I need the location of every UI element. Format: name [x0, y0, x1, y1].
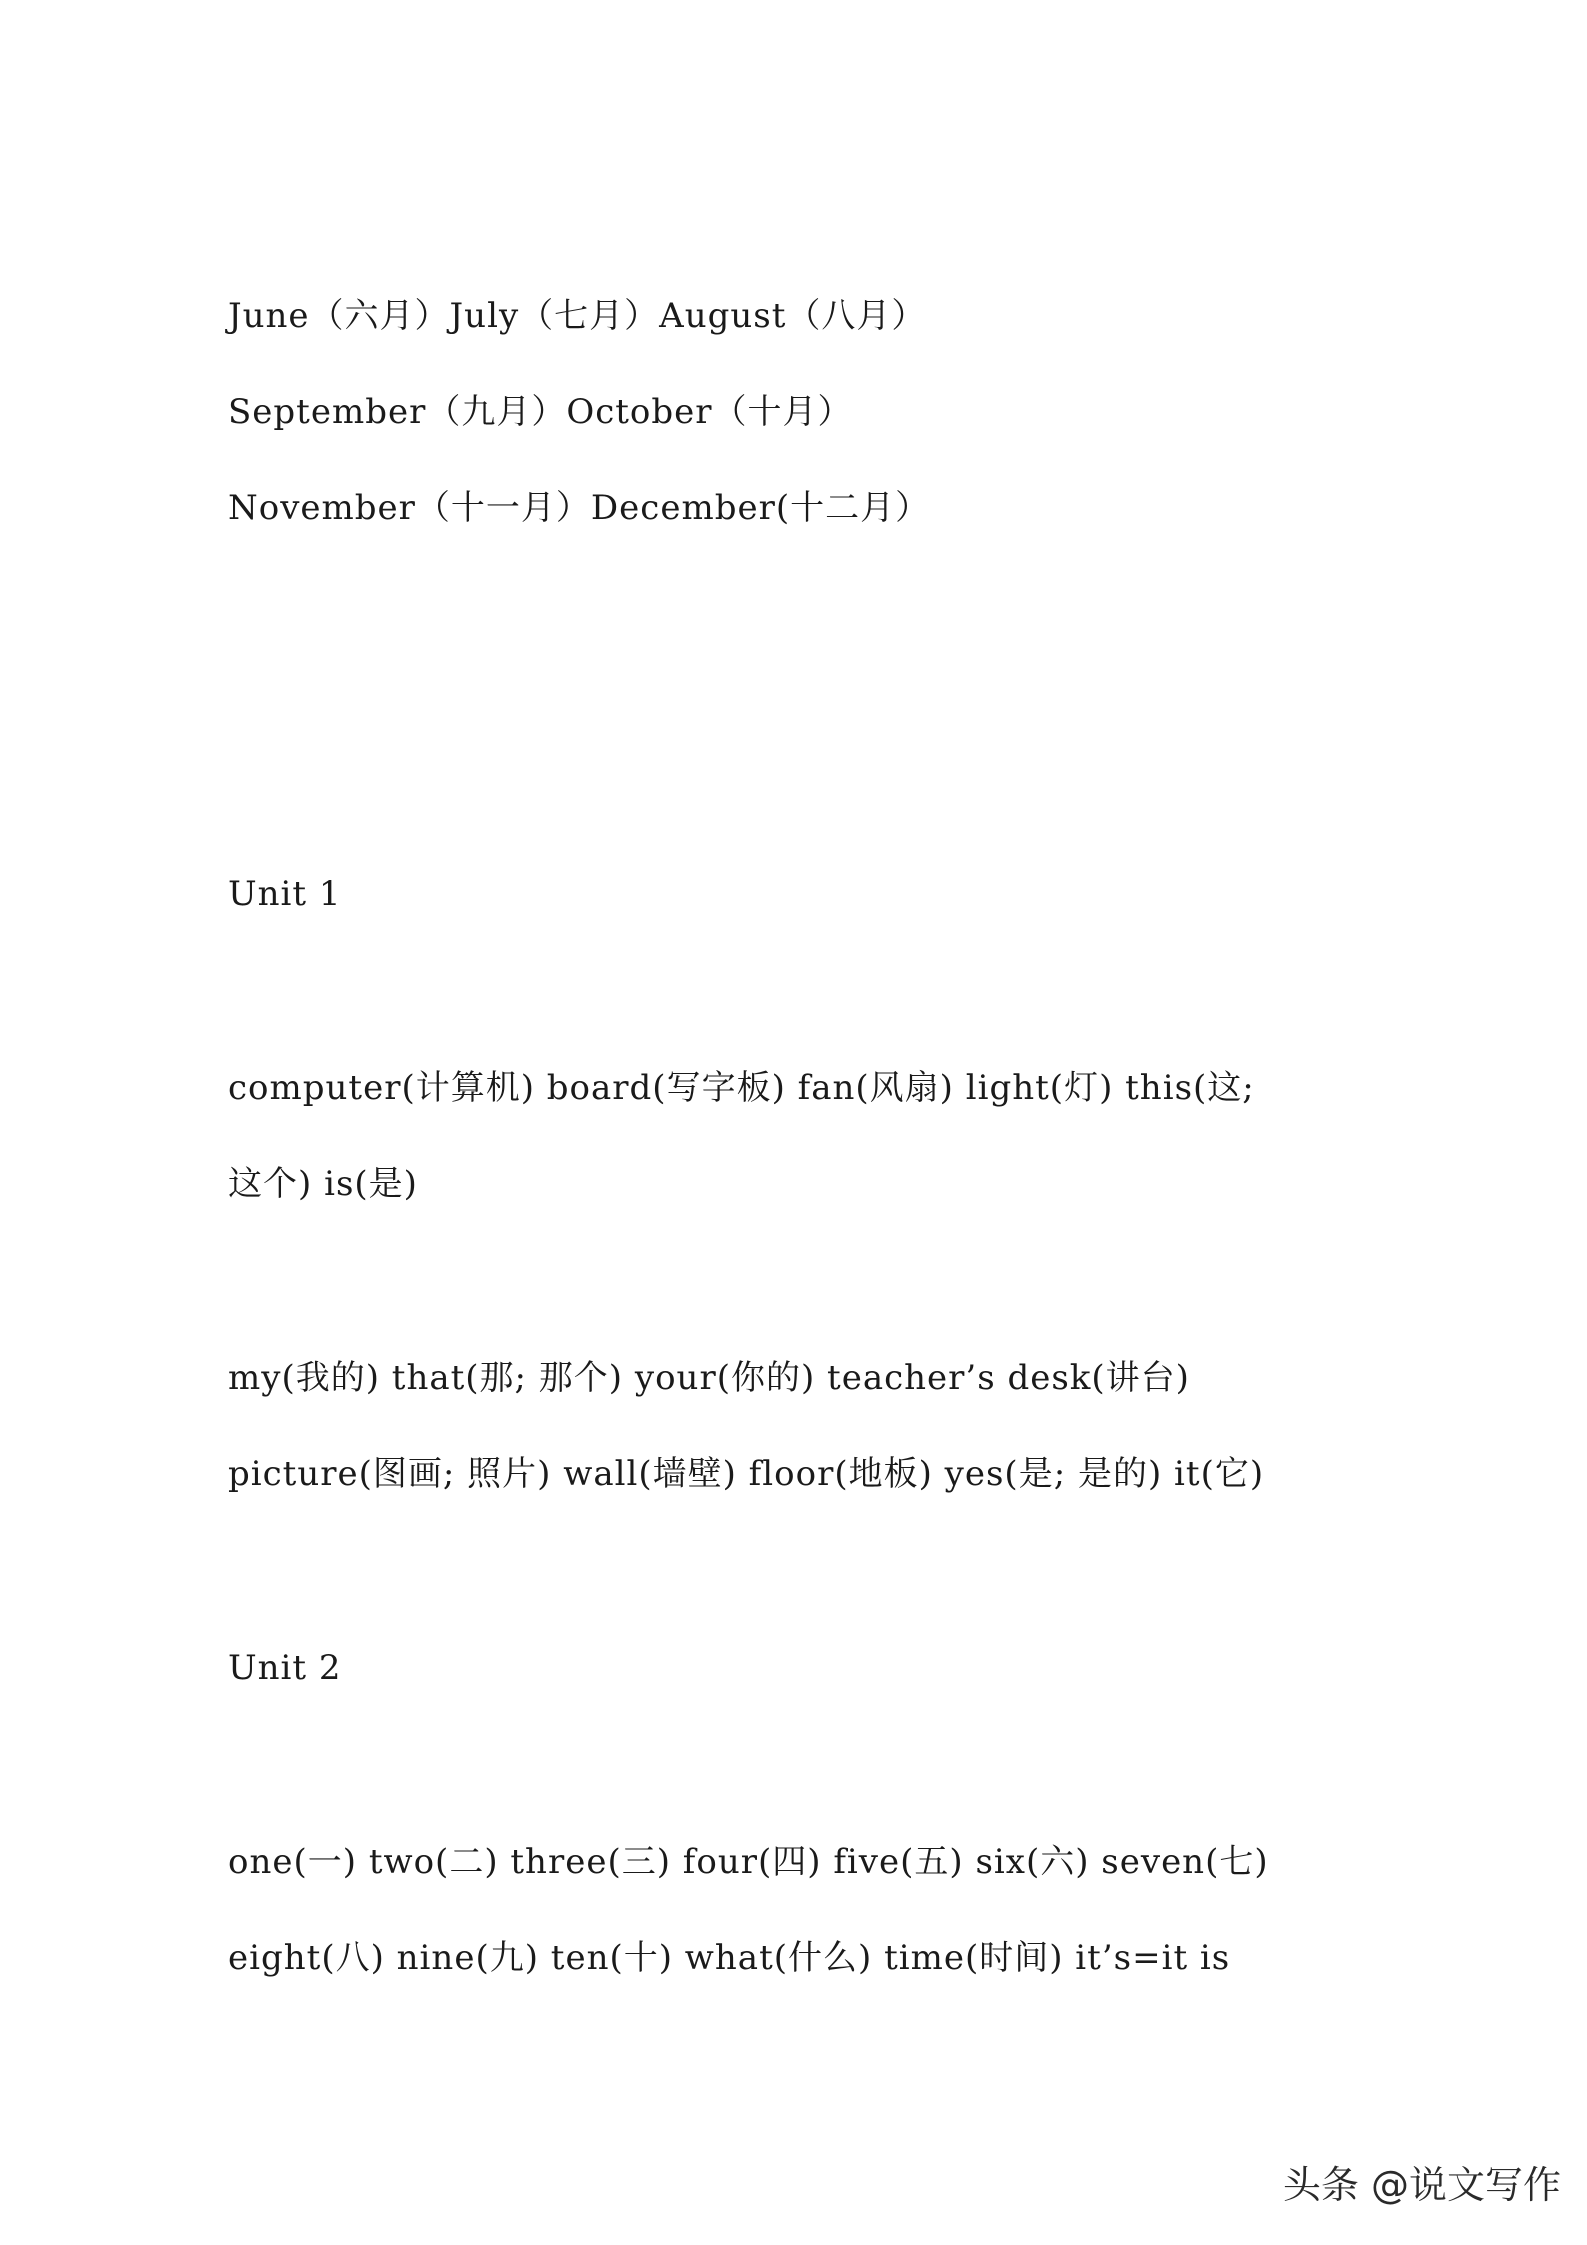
- unit-1-line-3: my(我的) that(那; 那个) your(你的) teacher’s desk(讲台): [228, 1358, 1190, 1398]
- unit-2-line-2: eight(八) nine(九) ten(十) what(什么) time(时间) it’s=it is: [228, 1938, 1231, 1978]
- unit-1-line-2: 这个) is(是): [228, 1164, 418, 1204]
- unit-2-heading: Unit 2: [228, 1648, 342, 1688]
- months-line-3: November（十一月）December(十二月）: [228, 488, 931, 528]
- unit-2-line-1: one(一) two(二) three(三) four(四) five(五) six(六) seven(七): [228, 1842, 1269, 1882]
- watermark: 头条 @说文写作: [1282, 2163, 1561, 2207]
- unit-1-heading: Unit 1: [228, 874, 342, 914]
- months-line-1: June（六月）July（七月）August（八月）: [228, 296, 927, 336]
- unit-1-line-1: computer(计算机) board(写字板) fan(风扇) light(灯) this(这;: [228, 1068, 1255, 1108]
- unit-1-line-4: picture(图画; 照片) wall(墙壁) floor(地板) yes(是; 是的) it(它): [228, 1454, 1265, 1494]
- months-line-2: September（九月）October（十月）: [228, 392, 853, 432]
